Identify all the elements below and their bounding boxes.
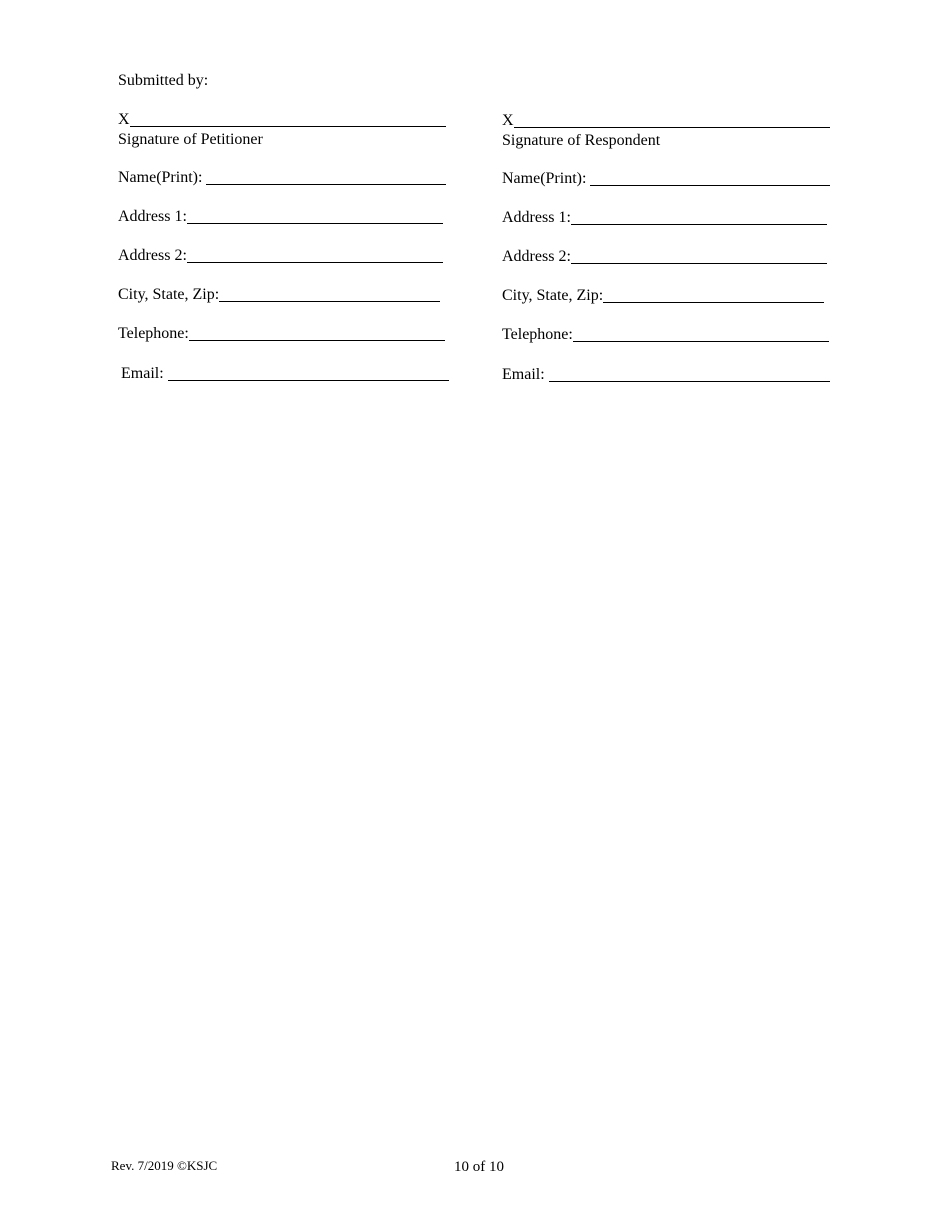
address1-label: Address 1: (118, 208, 187, 225)
respondent-signature-field[interactable] (502, 112, 830, 130)
city-line (219, 286, 440, 302)
telephone-line (573, 326, 829, 342)
address2-line (187, 247, 443, 263)
email-line (549, 366, 830, 382)
petitioner-address2-field[interactable] (118, 247, 443, 265)
address2-label: Address 2: (118, 247, 187, 264)
email-line (168, 365, 449, 381)
address2-line (571, 248, 827, 264)
petitioner-telephone-field[interactable] (118, 325, 445, 343)
name-line (590, 170, 830, 186)
signature-line (514, 112, 830, 128)
telephone-line (189, 325, 445, 341)
petitioner-city-field[interactable] (118, 286, 440, 304)
telephone-label: Telephone: (502, 326, 573, 343)
email-label: Email: (502, 366, 549, 383)
address1-line (571, 209, 827, 225)
name-label: Name(Print): (502, 170, 591, 187)
petitioner-signature-field[interactable] (118, 111, 446, 129)
respondent-telephone-field[interactable] (502, 326, 829, 344)
city-label: City, State, Zip: (502, 287, 604, 304)
name-label: Name(Print): (118, 169, 207, 186)
telephone-label: Telephone: (118, 325, 189, 342)
respondent-signature-caption: Signature of Respondent (502, 132, 661, 149)
signature-x-mark: X (118, 111, 130, 128)
submitted-by-label: Submitted by: (118, 72, 209, 89)
email-label: Email: (121, 365, 168, 382)
respondent-name-field[interactable] (502, 170, 830, 188)
signature-x-mark: X (502, 112, 514, 129)
respondent-city-field[interactable] (502, 287, 824, 305)
signature-line (130, 111, 446, 127)
city-label: City, State, Zip: (118, 286, 220, 303)
petitioner-name-field[interactable] (118, 169, 446, 187)
footer-page-number: 10 of 10 (454, 1159, 504, 1175)
respondent-email-field[interactable] (502, 366, 830, 384)
footer-revision: Rev. 7/2019 ©KSJC (111, 1158, 218, 1173)
petitioner-signature-caption: Signature of Petitioner (118, 131, 263, 148)
respondent-address2-field[interactable] (502, 248, 827, 266)
petitioner-email-field[interactable] (121, 365, 449, 383)
petitioner-address1-field[interactable] (118, 208, 443, 226)
name-line (206, 169, 446, 185)
address2-label: Address 2: (502, 248, 571, 265)
city-line (603, 287, 824, 303)
address1-label: Address 1: (502, 209, 571, 226)
address1-line (187, 208, 443, 224)
respondent-address1-field[interactable] (502, 209, 827, 227)
